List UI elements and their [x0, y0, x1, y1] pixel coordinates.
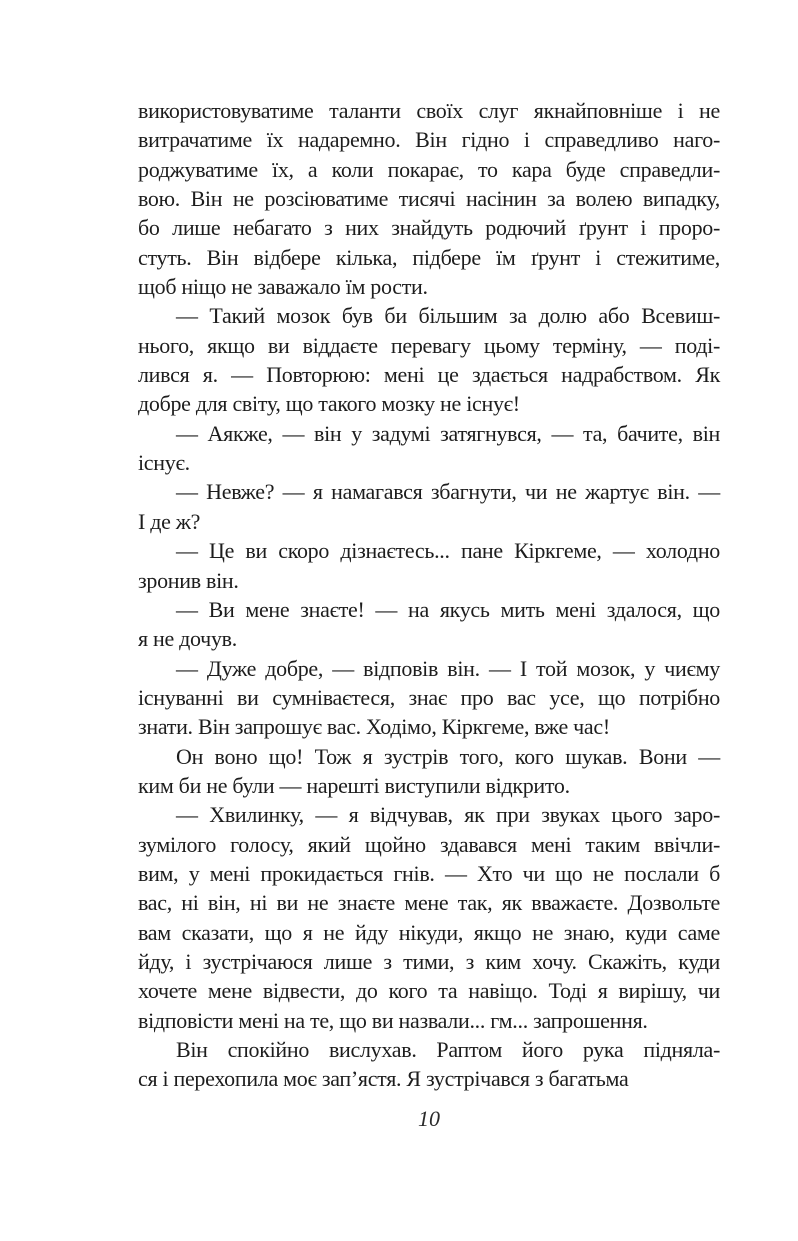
text-line: бо лише небагато з них знайдуть родючий ґрунт і проро-	[138, 215, 720, 241]
paragraph	[138, 595, 720, 654]
paragraph	[138, 536, 720, 595]
text-line: І де ж?	[138, 508, 201, 534]
text-line: щоб ніщо не заважало їм рости.	[138, 274, 428, 300]
text-line: вим, у мені прокидається гнів. — Хто чи що не послали б	[138, 860, 720, 886]
text-line: знати. Він запрошує вас. Ходімо, Кіркгеме, вже час!	[138, 714, 610, 740]
text-line: зумілого голосу, який щойно здавався мені таким ввічли-	[138, 831, 720, 857]
text-line: Він спокійно вислухав. Раптом його рука підняла-	[176, 1037, 720, 1062]
text-line: вою. Він не розсіюватиме тисячі насінин за волею випадку,	[138, 186, 720, 212]
text-line: вам сказати, що я не йду нікуди, якщо не знаю, куди саме	[138, 919, 720, 945]
text-line: витрачатиме їх надаремно. Він гідно і справедливо наго-	[138, 127, 720, 153]
text-line: лився я. — Повторюю: мені це здається надрабством. Як	[138, 362, 720, 388]
paragraph	[138, 419, 720, 478]
text-line: вас, ні він, ні ви не знаєте мене так, як вважаєте. Дозвольте	[138, 890, 720, 916]
text-line: хочете мене відвести, до кого та навіщо. Тоді я вирішу, чи	[138, 978, 720, 1004]
text-line: — Це ви скоро дізнаєтесь... пане Кіркгеме, — холодно	[176, 538, 720, 564]
text-line: нього, якщо ви віддаєте перевагу цьому терміну, — поді-	[138, 332, 720, 358]
text-line: я не дочув.	[138, 626, 237, 652]
text-line: роджуватиме їх, а коли покарає, то кара буде справедли-	[138, 156, 720, 182]
text-line: існуванні ви сумніваєтеся, знає про вас усе, що потрібно	[138, 684, 720, 710]
text-line: стуть. Він відбере кілька, підбере їм ґрунт і стежитиме,	[138, 244, 720, 270]
text-line: — Ви мене знаєте! — на якусь мить мені здалося, що	[176, 596, 720, 622]
page-body	[138, 96, 720, 1094]
paragraph	[138, 96, 720, 301]
paragraph	[138, 1035, 720, 1094]
paragraph	[138, 654, 720, 742]
text-line: ким би не були — нарешті виступили відкрито.	[138, 772, 570, 798]
text-line: — Такий мозок був би більшим за долю або Всевиш-	[176, 303, 720, 329]
text-line: добре для світу, що такого мозку не існує!	[138, 391, 520, 417]
paragraph	[138, 301, 720, 418]
text-line: існує.	[138, 450, 190, 476]
text-line: — Аякже, — він у задумі затягнувся, — та, бачите, він	[176, 420, 720, 446]
text-line: — Хвилинку, — я відчував, як при звуках цього заро-	[176, 802, 720, 828]
text-line: ся і перехопила моє зап’ястя. Я зустрічався з багатьма	[138, 1066, 629, 1092]
text-line: використовуватиме таланти своїх слуг якнайповніше і не	[138, 98, 720, 123]
paragraph	[138, 477, 720, 536]
page-number: 10	[418, 1106, 440, 1131]
text-line: Он воно що! Тож я зустрів того, кого шукав. Вони —	[176, 743, 720, 769]
paragraph	[138, 800, 720, 1035]
paragraph	[138, 742, 720, 801]
text-line: зронив він.	[138, 567, 239, 593]
text-line: йду, і зустрічаюся лише з тими, з ким хочу. Скажіть, куди	[138, 948, 720, 974]
text-line: — Дуже добре, — відповів він. — І той мозок, у чиєму	[176, 655, 720, 681]
text-line: — Невже? — я намагався збагнути, чи не жартує він. —	[176, 479, 720, 505]
text-line: відповісти мені на те, що ви назвали... гм... запрошення.	[138, 1007, 648, 1033]
